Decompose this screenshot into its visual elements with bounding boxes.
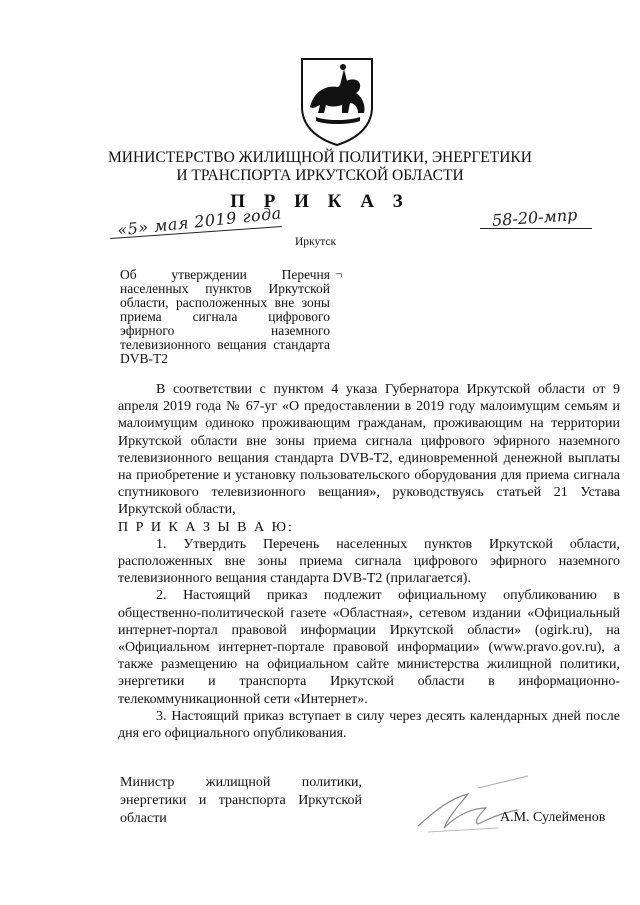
document-body (118, 381, 620, 742)
signer-name: А.М. Сулейменов (500, 810, 606, 825)
document-subject: Об утверждении Перечня населенных пунктов Иркутской области, расположенных вне зоны приема сигнала цифрового эфирного наземного телевизионного вещания стандарта DVB-T2 (120, 267, 330, 366)
document-type-heading: П Р И К А З (230, 191, 410, 212)
ministry-name-line2: И ТРАНСПОРТА ИРКУТСКОЙ ОБЛАСТИ (176, 167, 464, 184)
order-item-1: 1. Утвердить Перечень населенных пунктов Иркутской области, расположенных вне зоны приема сигнала цифрового эфирного наземного телевизионного вещания стандарта DVB-T2 (прилагается). (118, 536, 620, 587)
handwritten-date: «5» мая 2019 года (116, 203, 283, 240)
signature-icon (408, 768, 538, 838)
order-word: П Р И К А З Ы В А Ю: (118, 519, 294, 535)
order-item-2: 2. Настоящий приказ подлежит официальному опубликованию в общественно-политической газете «Областная», сетевом издании «Официальный интернет-портал правовой информации Иркутской области» (ogirk.ru), на «Официальном интернет-портале правовой информации» (www.pravo.gov.ru), а также размещению на официальном сайте министерства жилищной политики, энергетики и транспорта Иркутской области в информационно-телекоммуникационной сети «Интернет». (118, 588, 620, 707)
coat-of-arms-icon (296, 55, 378, 147)
number-underline (480, 228, 592, 229)
ministry-name-line1: МИНИСТЕРСТВО ЖИЛИЩНОЙ ПОЛИТИКИ, ЭНЕРГЕТИКИ (108, 149, 532, 166)
signer-position: Министр жилищной политики, энергетики и транспорта Иркутской области (120, 775, 362, 826)
handwritten-number: 58-20-мпр (491, 205, 578, 230)
corner-mark: ¬ (335, 266, 343, 281)
order-item-3: 3. Настоящий приказ вступает в силу через десять календарных дней после дня его официального опубликования. (118, 708, 620, 742)
city-name: Иркутск (295, 236, 337, 248)
preamble-paragraph: В соответствии с пунктом 4 указа Губернатора Иркутской области от 9 апреля 2019 года № 67-уг «О предоставлении в 2019 году малоимущим семьям и малоимущим одиноко проживающим гражданам, проживающим на территории Иркутской области вне зоны приема сигнала цифрового эфирного наземного телевизионного вещания стандарта DVB-T2, единовременной денежной выплаты на приобретение и установку пользовательского оборудования для приема сигнала спутникового телевизионного вещания», руководствуясь статьей 21 Устава Иркутской области, (118, 382, 620, 518)
